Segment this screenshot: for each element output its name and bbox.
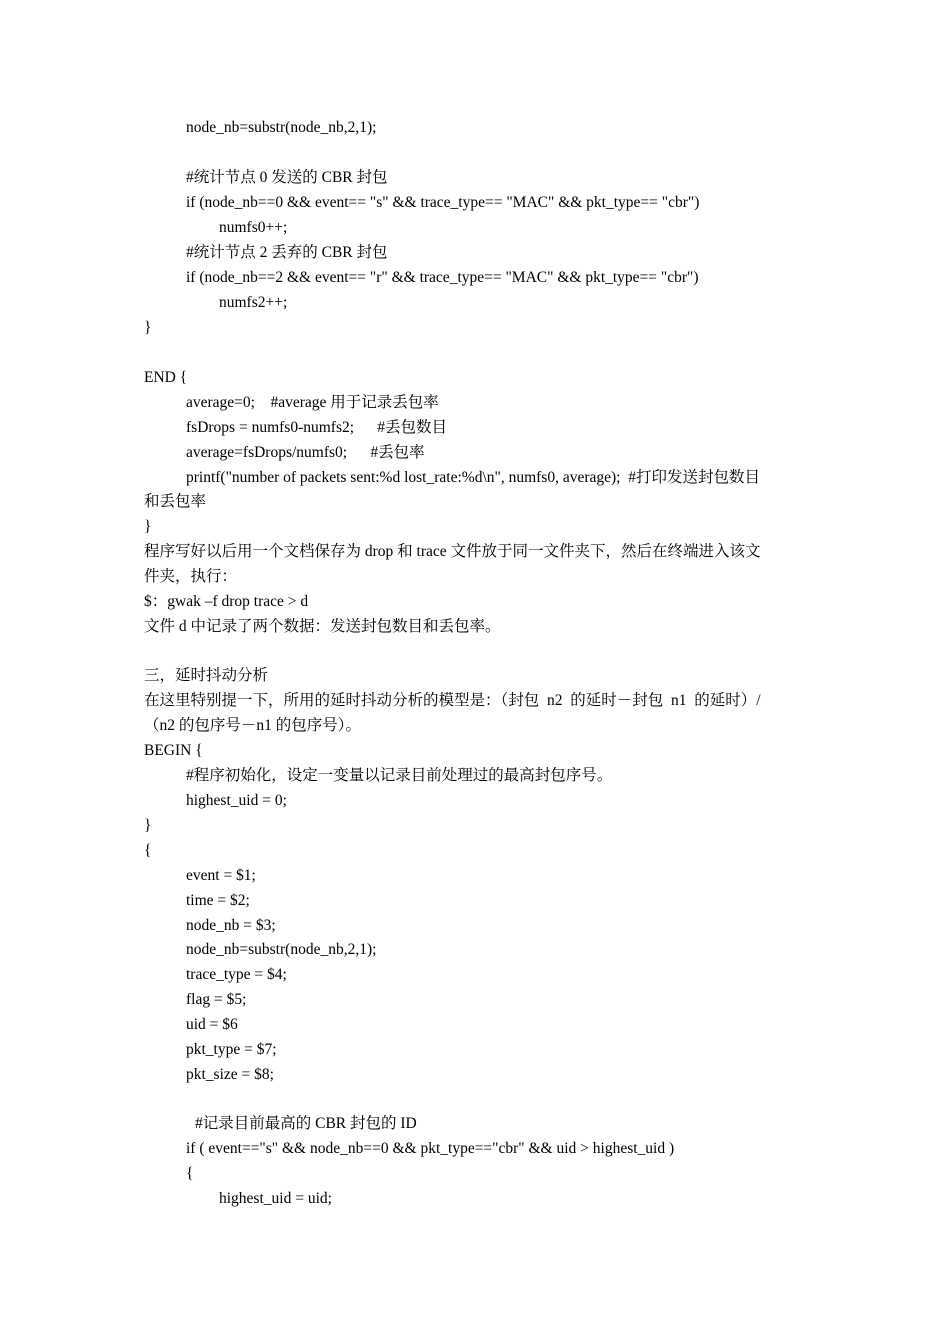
code-line: END { [144,369,188,386]
code-comment: #统计节点 0 发送的 CBR 封包 [186,169,388,186]
code-line: numfs0++; [219,219,288,236]
code-line: trace_type = $4; [186,966,287,983]
code-line: if (node_nb==0 && event== "s" && trace_type== "MAC" && pkt_type== "cbr") [186,194,700,211]
code-line: if (node_nb==2 && event== "r" && trace_type== "MAC" && pkt_type== "cbr") [186,269,699,286]
code-line: } [144,319,152,336]
code-line: average=fsDrops/numfs0; #丢包率 [186,444,425,461]
code-line: numfs2++; [219,294,288,311]
code-line: node_nb = $3; [186,917,276,934]
code-line: flag = $5; [186,991,247,1008]
code-line: node_nb=substr(node_nb,2,1); [186,119,377,136]
code-line: pkt_type = $7; [186,1041,277,1058]
code-comment: #统计节点 2 丢弃的 CBR 封包 [186,244,388,261]
code-line: average=0; #average 用于记录丢包率 [186,394,439,411]
code-line: highest_uid = uid; [219,1190,332,1207]
command-line: $：gwak –f drop trace > d [144,593,309,610]
body-text: 文件 d 中记录了两个数据：发送封包数目和丢包率。 [144,618,501,635]
body-text: 件夹，执行： [144,568,238,585]
code-line: 和丢包率 [144,493,207,510]
code-line: { [186,1165,194,1182]
code-line: event = $1; [186,867,256,884]
code-comment: #记录目前最高的 CBR 封包的 ID [195,1115,417,1132]
code-line: uid = $6 [186,1016,238,1033]
body-text: 在这里特别提一下，所用的延时抖动分析的模型是：（封包 n2 的延时－封包 n1 的延时）/ [144,692,761,709]
code-line: node_nb=substr(node_nb,2,1); [186,941,377,958]
code-line: BEGIN { [144,742,203,759]
code-line: { [144,842,152,859]
code-line: } [144,518,152,535]
section-heading: 三，延时抖动分析 [144,667,269,684]
code-comment: #程序初始化，设定一变量以记录目前处理过的最高封包序号。 [186,767,613,784]
code-line: time = $2; [186,892,250,909]
code-line: } [144,817,152,834]
body-text: 程序写好以后用一个文档保存为 drop 和 trace 文件放于同一文件夹下，然后在终端进入该文 [144,543,761,560]
code-line: printf("number of packets sent:%d lost_rate:%d\n", numfs0, average); #打印发送封包数目 [186,469,760,486]
code-line: fsDrops = numfs0-numfs2; #丢包数目 [186,419,448,436]
code-line: highest_uid = 0; [186,792,287,809]
code-line: pkt_size = $8; [186,1066,274,1083]
code-line: if ( event=="s" && node_nb==0 && pkt_type=="cbr" && uid > highest_uid ) [186,1140,675,1157]
body-text: （n2 的包序号－n1 的包序号）。 [144,717,362,734]
